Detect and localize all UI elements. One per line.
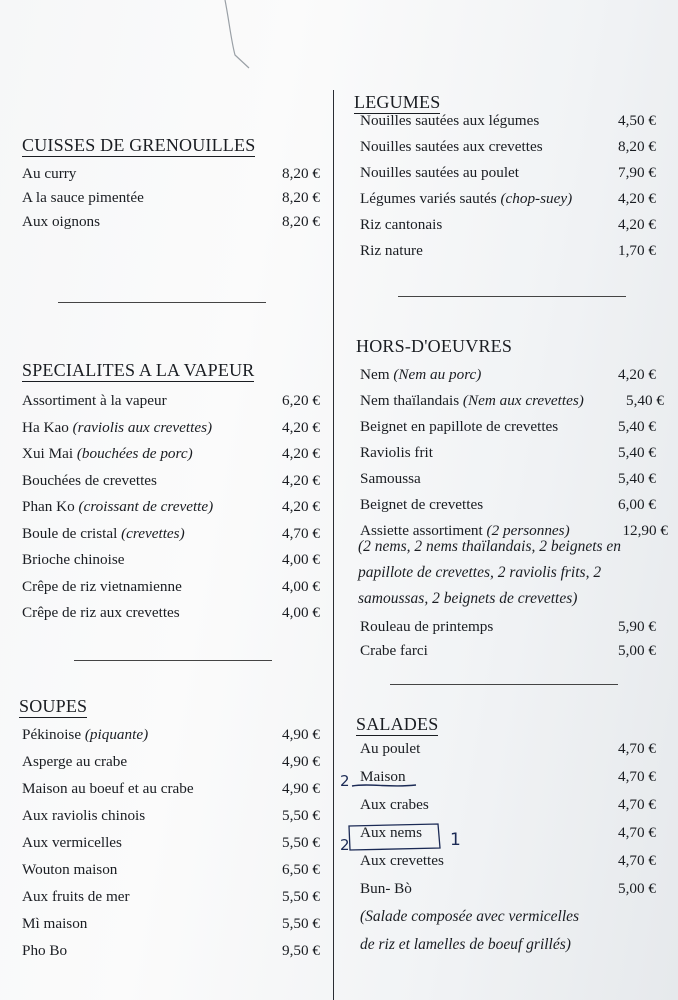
handwritten-mark-nems-left: 2 [340,836,350,854]
item-label: Asperge au crabe [22,753,128,770]
menu-item-price: 6,50 € [282,861,320,878]
item-label: Wouton maison [22,861,118,878]
menu-item-price: 4,50 € [618,112,656,129]
item-label: Riz nature [360,242,423,259]
menu-item-name [22,498,213,516]
menu-item-name [22,551,125,569]
menu-item-name [22,525,185,543]
item-label: Mì maison [22,915,88,932]
menu-item-price: 5,40 € [618,418,656,435]
section-separator [398,296,626,297]
menu-item [14,525,326,550]
item-label: Aux crevettes [360,852,444,869]
menu-item-price: 5,40 € [618,470,656,487]
handwritten-mark-nems-right: 1 [450,830,461,850]
item-label: Maison [360,768,406,785]
menu-item-name [22,888,130,906]
menu-item [14,861,326,886]
menu-item [14,834,326,859]
item-label: Aux nems [360,824,423,841]
item-note: (piquante) [84,726,149,743]
menu-item-price: 5,50 € [282,807,320,824]
menu-item [14,213,326,238]
item-note: (crevettes) [121,524,185,542]
menu-item-name [22,726,148,744]
item-note: (Nem au porc) [393,366,482,383]
item-label: Maison au boeuf et au crabe [22,780,194,797]
menu-item-name [360,880,412,898]
menu-item [352,642,662,667]
menu-item [14,942,326,967]
item-label: Phan Ko [22,498,79,515]
item-label: Raviolis frit [360,444,433,461]
item-label: Crêpe de riz vietnamienne [22,577,182,595]
menu-item-price: 4,00 € [282,551,320,568]
menu-item-price: 8,20 € [282,213,320,230]
menu-item-price: 4,70 € [618,796,656,813]
assiette-description-line: samoussas, 2 beignets de crevettes) [358,590,578,607]
item-label: Au curry [22,165,77,182]
menu-item-price: 4,90 € [282,753,320,770]
menu-item [352,470,662,495]
section-title: SOUPES [19,696,88,716]
menu-item [14,753,326,778]
section-title: CUISSES DE GRENOUILLES [22,135,256,155]
item-label: Riz cantonais [360,216,443,233]
menu-item-name [360,418,558,436]
menu-item [14,392,326,417]
menu-item [352,740,662,765]
menu-item [14,780,326,805]
section-title: SALADES [356,714,439,734]
menu-item-price: 4,20 € [618,216,656,233]
menu-item-price: 8,20 € [282,189,320,206]
item-label: Boule de cristal [22,524,122,542]
item-note: (chop-suey) [500,190,573,207]
menu-item [14,551,326,576]
menu-item-price: 4,70 € [618,852,656,869]
menu-item-price: 1,70 € [618,242,656,259]
item-note: (bouchées de porc) [76,445,193,462]
menu-item-price: 4,70 € [618,768,656,785]
item-label: Rouleau de printemps [360,618,494,635]
item-label: Nouilles sautées au poulet [360,164,520,181]
menu-item-price: 6,20 € [282,392,320,409]
menu-item-price: 4,20 € [618,190,656,207]
menu-item-name [22,861,117,879]
item-label: Aux crabes [360,796,429,813]
menu-item-price: 4,20 € [282,445,320,462]
menu-item [14,419,326,444]
bunbo-description-line: (Salade composée avec vermicelles [360,908,580,925]
menu-item-price: 7,90 € [618,164,656,181]
section-separator [58,302,266,303]
menu-item-name [22,472,157,490]
menu-item [14,189,326,214]
menu-item-price: 5,40 € [626,392,664,409]
menu-item-name [360,138,543,156]
menu-item-name [22,942,67,960]
menu-item-price: 5,00 € [618,642,656,659]
menu-item-name [22,165,76,183]
menu-item [352,216,662,241]
menu-item-price: 9,50 € [282,942,320,959]
menu-item-name [22,780,194,798]
item-label: Au poulet [360,740,421,757]
item-label: Nouilles sautées aux crevettes [360,138,543,155]
menu-item-name [360,112,539,130]
assiette-description-line: papillote de crevettes, 2 raviolis frits, 2 [358,564,602,581]
menu-item-name [360,796,429,814]
item-label: Bun- Bò [360,880,412,897]
menu-item-name [22,445,193,463]
menu-item-price: 4,70 € [282,524,320,542]
handwritten-mark-maison: 2 [340,772,350,790]
menu-item-name [22,189,144,207]
menu-item-price: 4,70 € [618,740,656,757]
menu-item-price: 6,00 € [618,496,656,513]
menu-item-price: 4,20 € [282,498,320,515]
item-label: Nem [360,366,394,383]
item-label: Nouilles sautées aux légumes [360,112,540,129]
menu-item [352,496,662,521]
menu-item [352,444,662,469]
item-note: (Nem aux crevettes) [462,392,584,409]
menu-item-price: 5,50 € [282,834,320,851]
menu-item [352,242,662,267]
item-label: Assortiment à la vapeur [22,392,167,409]
menu-item [352,880,662,905]
item-label: A la sauce pimentée [22,189,144,206]
menu-item-name [22,753,127,771]
item-note: (2 personnes) [486,522,570,539]
item-label: Crêpe de riz aux crevettes [22,604,180,621]
item-label: Légumes variés sautés [360,190,501,207]
menu-item-price: 4,70 € [618,824,656,841]
menu-item-name [22,578,182,596]
item-label: Aux raviolis chinois [22,807,146,824]
item-label: Aux vermicelles [22,834,122,851]
bunbo-description-line: de riz et lamelles de boeuf grillés) [360,936,571,953]
menu-item-name [360,618,493,636]
menu-item-price: 12,90 € [622,522,668,539]
menu-item-name [360,470,421,488]
menu-item [352,366,662,391]
section-title: SPECIALITES A LA VAPEUR [22,360,255,380]
item-label: Ha Kao [22,418,73,436]
item-label: Crabe farci [360,642,428,659]
item-label: Aux fruits de mer [22,888,130,905]
menu-item-price: 8,20 € [618,138,656,155]
menu-item-price: 5,90 € [618,618,656,635]
menu-item-price: 5,00 € [618,880,656,897]
menu-item-name [22,419,212,437]
menu-item-price: 5,40 € [618,444,656,461]
menu-item [14,726,326,751]
menu-item-name [22,213,100,231]
menu-item [352,852,662,877]
menu-item-name [360,740,420,758]
hand-drawn-box [346,822,446,852]
section-title: LEGUMES [354,92,441,112]
menu-item-price: 4,20 € [618,366,656,383]
menu-item-name [22,834,122,852]
menu-item-name [360,216,442,234]
menu-item [352,796,662,821]
menu-item-price: 4,90 € [282,780,320,797]
strikethrough-mark [350,780,420,792]
menu-item-name [360,642,428,660]
menu-item-name [360,496,483,514]
item-label: Assiette assortiment [360,522,487,539]
menu-item [14,807,326,832]
assiette-description-line: (2 nems, 2 nems thaïlandais, 2 beignets en [358,538,622,555]
menu-item-name [22,604,180,622]
item-label: Nem thaïlandais [360,392,463,409]
item-label: Bouchées de crevettes [22,471,157,489]
section-separator [74,660,272,661]
menu-item-price: 4,90 € [282,726,320,743]
menu-item [352,392,662,417]
menu-item [14,445,326,470]
menu-item [14,472,326,497]
item-label: Brioche chinoise [22,551,125,568]
menu-item-price: 5,50 € [282,915,320,932]
menu-item [352,418,662,443]
item-label: Pékinoise [22,726,85,743]
section-separator [390,684,618,685]
menu-item-name [360,190,572,208]
item-label: Xui Mai [22,445,77,462]
menu-item [352,190,662,215]
item-label: Aux oignons [22,213,101,230]
menu-item-name [360,392,584,410]
section-title: HORS-D'OEUVRES [356,336,513,356]
menu-item [14,888,326,913]
menu-item [352,618,662,643]
menu-item [14,165,326,190]
menu-item-price: 4,20 € [282,471,320,489]
menu-item-name [22,392,167,410]
menu-item-price: 4,20 € [282,418,320,436]
menu-item [352,138,662,163]
menu-item-price: 4,00 € [282,577,320,595]
menu-item-price: 4,00 € [282,604,320,621]
menu-item [14,915,326,940]
menu-item-price: 5,50 € [282,888,320,905]
menu-item [14,578,326,603]
menu-item-name [360,164,519,182]
menu-item-name [360,444,433,462]
column-divider [333,90,334,1000]
menu-item-name [360,852,444,870]
menu-item [14,498,326,523]
menu-item-name [360,242,423,260]
item-label: Samoussa [360,470,421,487]
item-note: (croissant de crevette) [78,498,214,515]
menu-item [352,164,662,189]
item-note: (raviolis aux crevettes) [72,418,213,436]
item-label: Beignet en papillote de crevettes [360,418,559,435]
paper-fold-mark [205,0,265,80]
item-label: Pho Bo [22,942,68,959]
menu-item-price: 8,20 € [282,165,320,182]
item-label: Beignet de crevettes [360,496,484,513]
menu-item [352,112,662,137]
menu-item-name [22,915,87,933]
menu-item [14,604,326,629]
menu-item-name [360,366,481,384]
menu-item-name [22,807,145,825]
